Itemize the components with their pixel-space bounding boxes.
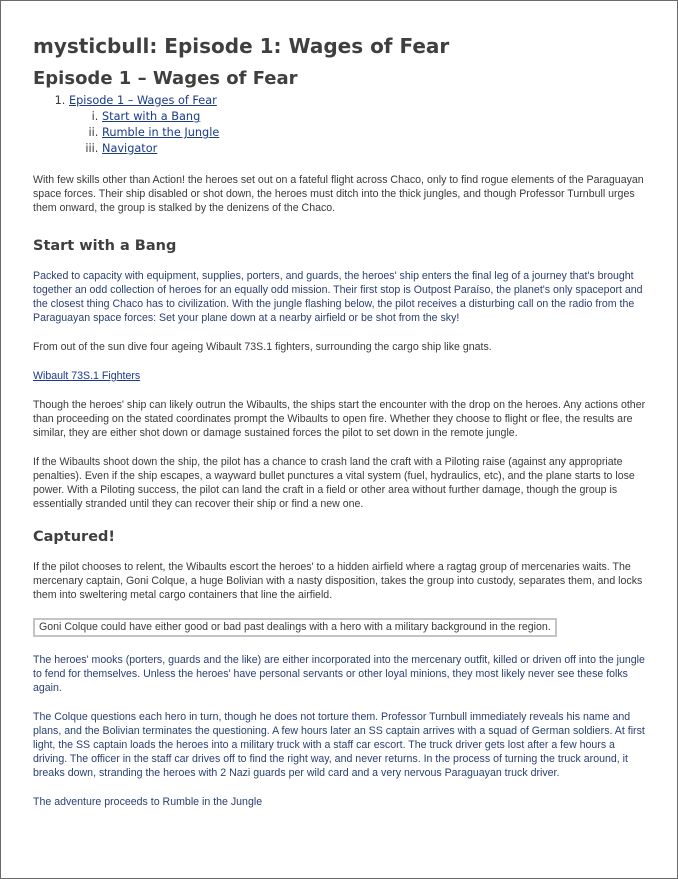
paragraph: Packed to capacity with equipment, supplies, porters, and guards, the heroes' ship enters the final leg of a journey that's brought together an odd collection of heroes for an equally odd mission. Their first stop is Outpost Paraíso, the planet's only spaceport and the closest thing Chaco has to civilization. With the jungle flashing below, the pilot receives a disturbing call on the radio from the Paraguayan space forces: Set your plane down at a nearby airfield or be shot from the sky!	[33, 270, 643, 324]
paragraph: Though the heroes' ship can likely outrun the Wibaults, the ships start the encounter with the drop on the heroes. Any actions other than proceeding on the stated coordinates prompt the Wibaults to open fire. Whether they choose to flight or flee, the results are similar, they are either shot down or damage sustained forces the pilot to set down in the remote jungle.	[33, 399, 646, 439]
toc-item	[69, 93, 651, 157]
section-heading-start-with-a-bang: Start with a Bang	[33, 238, 177, 254]
toc-item	[102, 109, 651, 125]
toc-link-navigator[interactable]: Navigator	[102, 142, 158, 155]
page-title: mysticbull: Episode 1: Wages of Fear	[33, 34, 450, 58]
paragraph: The heroes' mooks (porters, guards and the like) are either incorporated into the mercenary outfit, killed or driven off into the jungle to fend for themselves. Unless the heroes' have personal servants or other loyal minions, they most likely never see these folks again.	[33, 654, 645, 694]
episode-heading: Episode 1 – Wages of Fear	[33, 68, 298, 89]
paragraph: The adventure proceeds to Rumble in the Jungle	[33, 796, 263, 808]
intro-paragraph: With few skills other than Action! the heroes set out on a fateful flight across Chaco, only to find rogue elements of the Paraguayan space forces. Their ship disabled or shot down, the heroes must ditch into the thick jungles, and though Professor Turnbull urges them onward, the group is stalked by the denizens of the Chaco.	[33, 174, 644, 214]
paragraph: If the Wibaults shoot down the ship, the pilot has a chance to crash land the craft with a Piloting raise (against any appropriate penalties). Even if the ship escapes, a wayward bullet punctures a vital system (fuel, hydraulics, etc), and the plane starts to lose power. With a Piloting success, the pilot can land the craft in a field or other area without further damage, though the group is essentially stranded until they can recover their ship or find a new one.	[33, 456, 635, 510]
toc-link-episode[interactable]: Episode 1 – Wages of Fear	[69, 94, 217, 107]
wibault-fighters-link[interactable]: Wibault 73S.1 Fighters	[33, 370, 141, 382]
toc-link-rumble-in-the-jungle[interactable]: Rumble in the Jungle	[102, 126, 220, 139]
paragraph: From out of the sun dive four ageing Wibault 73S.1 fighters, surrounding the cargo ship like gnats.	[33, 341, 492, 353]
paragraph: If the pilot chooses to relent, the Wibaults escort the heroes' to a hidden airfield where a ragtag group of mercenaries waits. The mercenary captain, Goni Colque, a huge Bolivian with a nasty disposition, takes the group into custody, separates them, and locks them into sweltering metal cargo containers that line the airfield.	[33, 561, 643, 601]
toc-item	[102, 141, 651, 157]
toc-item	[102, 125, 651, 141]
section-heading-captured: Captured!	[33, 529, 116, 545]
toc-link-start-with-a-bang[interactable]: Start with a Bang	[102, 110, 201, 123]
table-of-contents	[33, 93, 651, 157]
document-body	[33, 31, 651, 824]
paragraph: The Colque questions each hero in turn, though he does not torture them. Professor Turnbull immediately reveals his name and plans, and the Bolivian terminates the questioning. A few hours later an SS captain arrives with a squad of German soldiers. At first light, the SS captain loads the heroes into a military truck with a staff car escort. The truck driver gets lost after a few hours a driving. The officer in the staff car drives off to find the right way, and never returns. In the process of turning the truck around, it breaks down, stranding the heroes with 2 Nazi guards per wild card and a very nervous Paraguayan truck driver.	[33, 711, 645, 779]
sidebar-note-box: Goni Colque could have either good or bad past dealings with a hero with a military background in the region.	[33, 618, 557, 637]
